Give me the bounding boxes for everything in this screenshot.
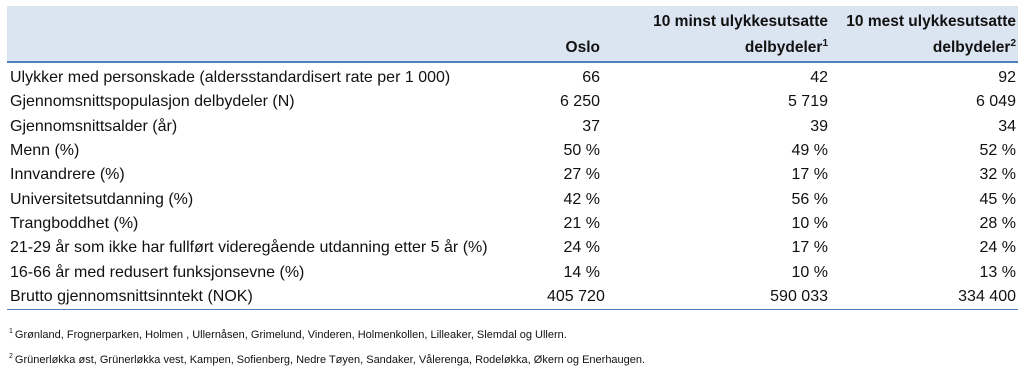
header-cell-mest xyxy=(830,6,1018,62)
cell-minst: 42 xyxy=(810,69,828,87)
cell-mest: 52 % xyxy=(979,142,1016,160)
cell-mest: 28 % xyxy=(979,214,1016,232)
header-mest-footnote-mark: 2 xyxy=(1010,38,1016,49)
cell-minst: 39 xyxy=(810,117,828,135)
row-label: Gjennomsnittsalder (år) xyxy=(10,117,178,135)
table-row xyxy=(7,139,1018,163)
header-cell-minst xyxy=(602,6,830,62)
cell-mest: 92 xyxy=(998,69,1016,87)
row-label: Gjennomsnittspopulasjon delbydeler (N) xyxy=(10,93,295,111)
table-body xyxy=(7,62,1018,309)
header-oslo-text: Oslo xyxy=(565,39,600,56)
cell-mest: 45 % xyxy=(979,190,1016,208)
cell-oslo: 6 250 xyxy=(559,93,600,111)
header-cell-label xyxy=(7,6,544,62)
table-row xyxy=(7,115,1018,139)
cell-mest: 13 % xyxy=(979,263,1016,281)
row-label: Trangboddhet (%) xyxy=(10,214,139,232)
header-minst-footnote-mark: 1 xyxy=(822,38,828,49)
cell-oslo: 27 % xyxy=(563,166,600,184)
footnote-mark: 1 xyxy=(9,328,13,335)
cell-minst: 17 % xyxy=(791,239,828,257)
footnotes xyxy=(9,323,1009,373)
cell-minst: 10 % xyxy=(791,263,828,281)
row-label: Innvandrere (%) xyxy=(10,166,125,184)
footnote-mark: 2 xyxy=(9,353,13,360)
cell-oslo: 50 % xyxy=(563,142,600,160)
row-label: Brutto gjennomsnittsinntekt (NOK) xyxy=(7,285,544,310)
table-row xyxy=(7,260,1018,284)
header-cell-oslo xyxy=(544,6,602,62)
row-label: Menn (%) xyxy=(10,142,80,160)
header-mest-line2: delbydeler xyxy=(932,39,1011,56)
cell-mest: 24 % xyxy=(979,239,1016,257)
cell-mest: 32 % xyxy=(979,166,1016,184)
cell-minst: 56 % xyxy=(791,190,828,208)
cell-oslo: 66 xyxy=(582,69,600,87)
table-row xyxy=(7,163,1018,187)
table-row xyxy=(7,236,1018,260)
footnote-text: Grønland, Frognerparken, Holmen , Ullernåsen, Grimelund, Vinderen, Holmenkollen, Lilleaker, Slemdal og Ullern. xyxy=(14,329,567,341)
cell-mest: 334 400 xyxy=(830,285,1018,310)
footnote-2 xyxy=(9,348,1009,373)
footnote-1 xyxy=(9,323,1009,348)
table-row xyxy=(7,285,1018,310)
header-minst-line1: 10 minst ulykkesutsatte xyxy=(653,13,828,30)
row-label: Ulykker med personskade (aldersstandardisert rate per 1 000) xyxy=(10,69,451,87)
cell-oslo: 37 xyxy=(582,117,600,135)
row-label: Universitetsutdanning (%) xyxy=(10,190,194,208)
cell-oslo: 21 % xyxy=(563,214,600,232)
cell-minst: 5 719 xyxy=(787,93,828,111)
cell-minst: 49 % xyxy=(791,142,828,160)
table-header-row xyxy=(7,6,1018,62)
cell-oslo: 405 720 xyxy=(544,285,602,310)
table-row xyxy=(7,212,1018,236)
table-row xyxy=(7,62,1018,90)
cell-minst: 590 033 xyxy=(602,285,830,310)
row-label: 21-29 år som ikke har fullført videregående utdanning etter 5 år (%) xyxy=(10,239,488,257)
cell-mest: 34 xyxy=(998,117,1016,135)
table-row xyxy=(7,90,1018,114)
row-label: 16-66 år med redusert funksjonsevne (%) xyxy=(10,263,305,281)
cell-oslo: 42 % xyxy=(563,190,600,208)
comparison-table-container xyxy=(7,6,1018,310)
header-minst-line2: delbydeler xyxy=(744,39,823,56)
table-row xyxy=(7,187,1018,211)
header-mest-line1: 10 mest ulykkesutsatte xyxy=(846,13,1016,30)
cell-oslo: 14 % xyxy=(563,263,600,281)
footnote-text: Grünerløkka øst, Grünerløkka vest, Kampen, Sofienberg, Nedre Tøyen, Sandaker, Vålerenga, Rodeløkka, Økern og Enerhaugen. xyxy=(14,354,646,366)
cell-minst: 17 % xyxy=(791,166,828,184)
cell-oslo: 24 % xyxy=(563,239,600,257)
cell-minst: 10 % xyxy=(791,214,828,232)
cell-mest: 6 049 xyxy=(975,93,1016,111)
comparison-table xyxy=(7,6,1018,310)
